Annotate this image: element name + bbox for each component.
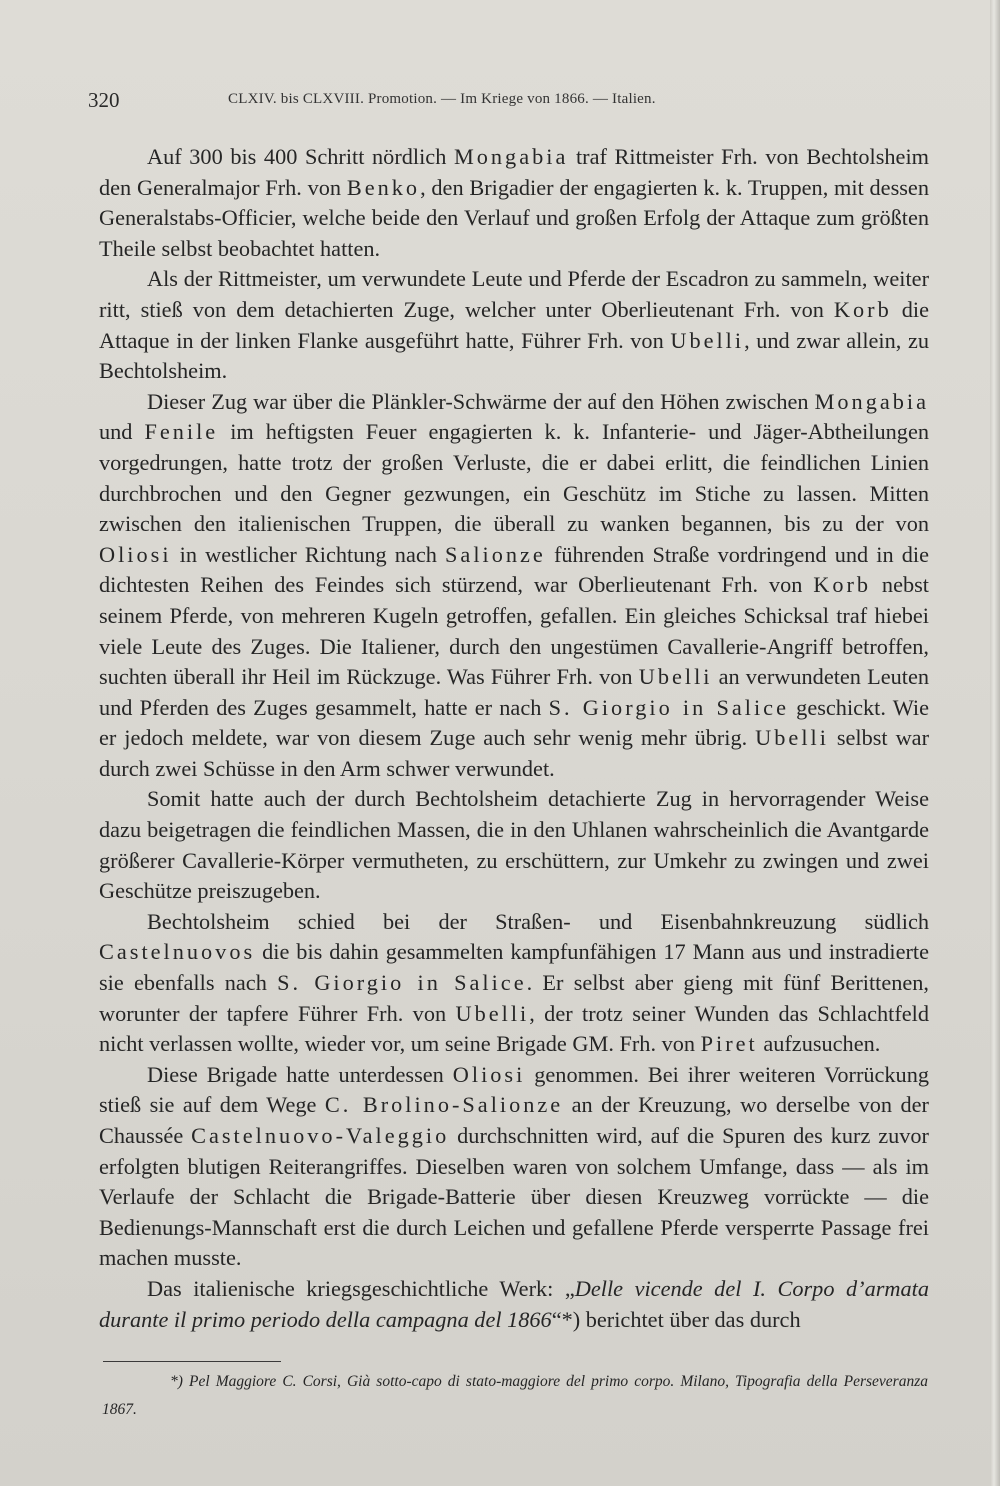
text-run: geschickt. Wie er jedoch meldete, war von diesem Zuge auch sehr wenig mehr übrig.	[99, 694, 930, 751]
spaced-name: Ubelli	[638, 664, 713, 690]
spaced-name: Salionze	[445, 541, 546, 567]
spaced-name: Fenile	[144, 419, 219, 445]
body-text	[99, 142, 929, 1335]
running-title: CLXIV. bis CLXVIII. Promotion. — Im Kriege von 1866. — Italien.	[228, 91, 656, 107]
page-edge	[990, 0, 1000, 1486]
text-run: Das italienische kriegsgeschichtliche Werk: „	[147, 1275, 575, 1301]
spaced-name: Oliosi	[452, 1061, 526, 1087]
spaced-name: S. Giorgio in Salice	[277, 970, 527, 996]
page-number: 320	[88, 88, 120, 112]
paragraph-3	[99, 387, 929, 785]
text-run: im heftigsten Feuer engagierten k. k. Infanterie- und Jäger-Abtheilungen vorgedrungen, hatte trotz der großen Verluste, die er dabei erlitt, die feindlichen Linien durchbrochen und den Gegner gezwungen, ein Geschütz im Stiche zu lassen. Mitten zwischen den italienischen Truppen, die überall zu wanken begannen, bis zu der von	[99, 419, 929, 537]
book-title: Delle vicende del I. Corpo d’armata durante il primo periodo della campagna del 1866	[99, 1275, 929, 1332]
spaced-name: Castelnuovo-Valeggio	[191, 1123, 450, 1148]
spaced-name: Benko	[346, 174, 421, 200]
text-run: Auf 300 bis 400 Schritt nördlich	[147, 144, 454, 169]
text-run: selbst war durch zwei Schüsse in den Arm schwer verwundet.	[99, 725, 929, 781]
text-run: die bis dahin gesammelten kampfunfähigen 17 Mann aus und instradierte sie ebenfalls nach	[99, 939, 929, 996]
spaced-name: Oliosi	[99, 541, 172, 567]
paragraph-4	[99, 784, 929, 906]
text-run: an der Kreuzung, wo derselbe von der Chaussée	[99, 1092, 929, 1148]
text-run: Somit hatte auch der durch Bechtolsheim detachierte Zug in hervorragender Weise dazu beigetragen die feindlichen Massen, die in den Uhlanen wahrscheinlich die Avantgarde größerer Cavallerie-Körper vermutheten, zu erschüttern, zur Umkehr zu zwingen und zwei Geschütze preiszugeben.	[99, 786, 929, 904]
text-run: Dieser Zug war über die Plänkler-Schwärme der auf den Höhen zwischen	[147, 388, 815, 414]
spaced-name: Korb	[813, 572, 872, 598]
text-run: aufzusuchen.	[757, 1031, 881, 1057]
text-run: die Attaque in der linken Flanke ausgeführt hatte, Führer Frh. von	[99, 296, 929, 353]
spaced-name: Castelnuovos	[99, 939, 256, 965]
paragraph-7	[99, 1274, 929, 1335]
footnote-rule	[103, 1361, 281, 1362]
text-run: und	[99, 419, 145, 445]
text-run: “*) berichtet über das durch	[551, 1306, 801, 1332]
spaced-name: Ubelli	[670, 327, 745, 353]
paragraph-1	[99, 142, 929, 264]
spaced-name: C. Brolino-Salionze	[324, 1092, 564, 1118]
text-run: nebst seinem Pferde, von mehreren Kugeln getroffen, gefallen. Ein gleiches Schicksal traf hiebei viele Leute des Zuges. Die Italiener, durch den ungestümen Cavallerie-Angriff betroffen, suchten überall ihr Heil im Rückzuge. Was Führer Frh. von	[99, 572, 929, 690]
spaced-name: Mongabia	[453, 144, 569, 169]
text-run: Als der Rittmeister, um verwundete Leute und Pferde der Escadron zu sammeln, weiter ritt, stieß von dem detachierten Zuge, welcher unter Oberlieutenant Frh. von	[99, 266, 929, 322]
spaced-name: Ubelli	[755, 725, 829, 751]
text-run: , der trotz seiner Wunden das Schlachtfeld nicht verlassen wollte, wieder vor, um seine Brigade GM. Frh. von	[99, 1000, 929, 1057]
text-run: . Er selbst aber gieng mit fünf Berittenen, worunter der tapfere Führer Frh. von	[99, 970, 929, 1026]
spaced-name: Mongabia	[814, 388, 929, 414]
paragraph-6	[99, 1060, 929, 1274]
text-run: an verwundeten Leuten und Pferden des Zuges gesammelt, hatte er nach	[99, 664, 929, 720]
text-run: Bechtolsheim schied bei der Straßen- und Eisenbahnkreuzung südlich	[147, 908, 929, 934]
text-run: durchschnitten wird, auf die Spuren des kurz zuvor erfolgten blutigen Reiterangriffes. Dieselben waren von solchem Umfange, dass — als im Verlaufe der Schlacht die Brigade-Batterie über diesen Kreuzweg vorrückte — die Bedienungs-Mannschaft erst die durch Leichen und gefallene Pferde versperrte Passage frei machen musste.	[99, 1123, 929, 1271]
text-run: führenden Straße vordringend und in die dichtesten Reihen des Feindes sich stürzend, war Oberlieutenant Frh. von	[99, 541, 929, 598]
text-run: in westlicher Richtung nach	[171, 541, 446, 567]
text-run: , und zwar allein, zu Bechtolsheim.	[99, 327, 929, 384]
footnote: *) Pel Maggiore C. Corsi, Già sotto-capo di stato-maggiore del primo corpo. Milano, Tipografia della Perseveranza 1867.	[102, 1373, 928, 1418]
running-head	[0, 88, 1000, 118]
spaced-name: Korb	[833, 296, 892, 322]
spaced-name: Ubelli	[455, 1000, 530, 1026]
paragraph-5	[99, 907, 929, 1060]
text-run: genommen. Bei ihrer weiteren Vorrückung stieß sie auf dem Wege	[99, 1061, 930, 1118]
text-run: traf Rittmeister Frh. von Bechtolsheim den Generalmajor Frh. von	[99, 144, 929, 200]
spaced-name: Piret	[700, 1031, 758, 1057]
paragraph-2	[99, 264, 929, 386]
spaced-name: S. Giorgio in Salice	[548, 694, 789, 720]
text-run: , den Brigadier der engagierten k. k. Truppen, mit dessen Generalstabs-Officier, welche beide den Verlauf und großen Erfolg der Attaque zum größten Theile selbst beobachtet hatten.	[99, 174, 929, 261]
text-run: Diese Brigade hatte unterdessen	[147, 1061, 453, 1087]
